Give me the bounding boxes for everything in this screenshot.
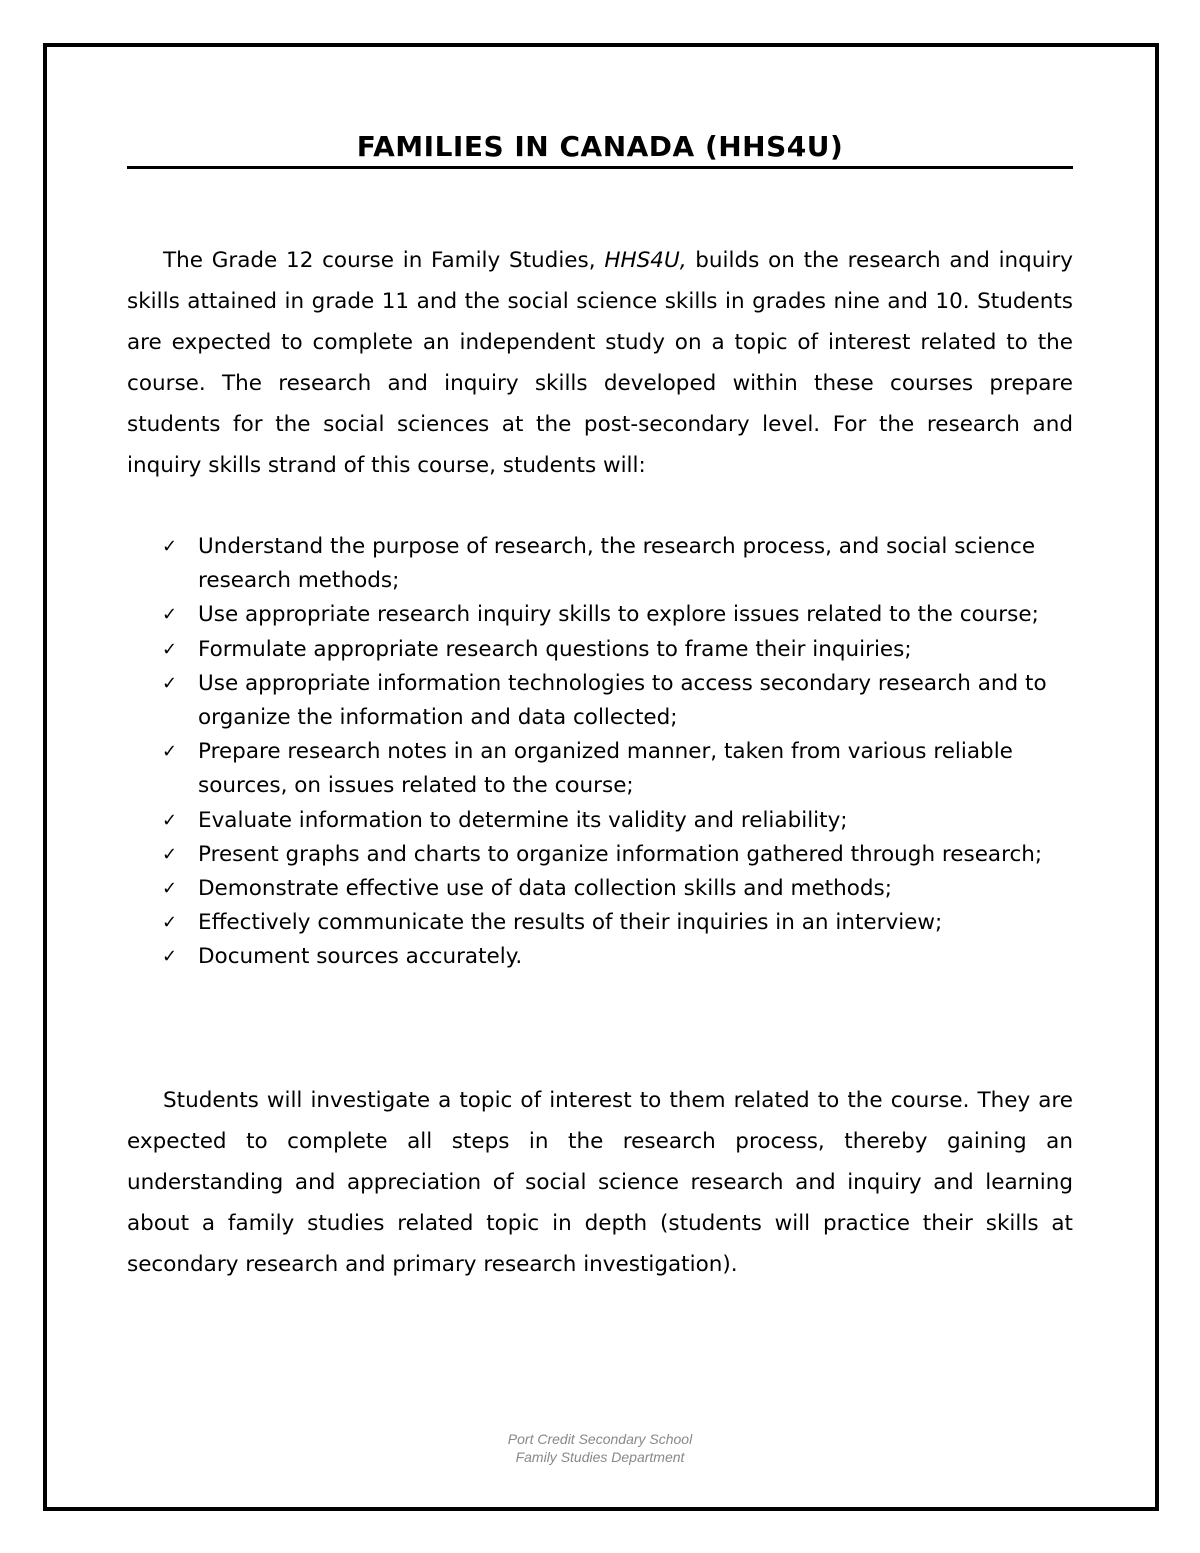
page-title: FAMILIES IN CANADA (HHS4U) bbox=[356, 130, 844, 163]
list-item bbox=[162, 530, 1062, 598]
course-code: HHS4U, bbox=[604, 248, 687, 273]
objective-text: Effectively communicate the results of their inquiries in an interview; bbox=[198, 910, 943, 936]
checkmark-icon: ✓ bbox=[162, 536, 178, 557]
checkmark-icon: ✓ bbox=[162, 672, 178, 694]
checkmark-icon: ✓ bbox=[162, 638, 178, 660]
list-item bbox=[162, 940, 1062, 974]
objective-text: Prepare research notes in an organized manner, taken from various reliable sources, on issues related to the course; bbox=[198, 739, 1013, 799]
checkmark-icon: ✓ bbox=[162, 878, 178, 900]
closing-paragraph: Students will investigate a topic of interest to them related to the course. They are expected to complete all steps in the research process, thereby gaining an understanding and appreciation of social science research and inquiry and learning about a family studies related topic in depth (students will practice their skills at secondary research and primary research investigation). bbox=[127, 1088, 1073, 1277]
footer-department: Family Studies Department bbox=[515, 1449, 685, 1465]
checkmark-icon: ✓ bbox=[162, 912, 178, 934]
objective-text: Understand the purpose of research, the research process, and social science research methods; bbox=[198, 534, 1036, 594]
objective-text: Present graphs and charts to organize information gathered through research; bbox=[198, 841, 1043, 867]
list-item bbox=[162, 872, 1062, 906]
checkmark-icon: ✓ bbox=[162, 604, 178, 626]
objective-text: Use appropriate information technologies to access secondary research and to organize the information and data collected; bbox=[198, 670, 1047, 731]
title-underline bbox=[127, 166, 1073, 169]
objective-text: Demonstrate effective use of data collection skills and methods; bbox=[198, 876, 892, 902]
list-item bbox=[162, 838, 1062, 872]
list-item bbox=[162, 667, 1062, 735]
intro-lead: The Grade 12 course in Family Studies, bbox=[163, 248, 605, 273]
list-item bbox=[162, 598, 1062, 632]
intro-paragraph bbox=[127, 240, 1073, 486]
objective-text: Document sources accurately. bbox=[198, 944, 523, 970]
objective-text: Formulate appropriate research questions to frame their inquiries; bbox=[198, 636, 912, 662]
intro-rest: builds on the research and inquiry skills attained in grade 11 and the social science skills in grades nine and 10. Students are expected to complete an independent study on a topic of interest related to the course. The research and inquiry skills developed within these courses prepare students for the social sciences at the post-secondary level. For the research and inquiry skills strand of this course, students will: bbox=[127, 248, 1073, 478]
checkmark-icon: ✓ bbox=[162, 946, 178, 968]
objectives-list bbox=[162, 530, 1062, 975]
objective-text: Evaluate information to determine its validity and reliability; bbox=[198, 807, 848, 833]
checkmark-icon: ✓ bbox=[162, 741, 178, 763]
list-item bbox=[162, 906, 1062, 940]
footer bbox=[0, 1430, 1200, 1466]
list-item bbox=[162, 735, 1062, 803]
footer-school: Port Credit Secondary School bbox=[507, 1431, 693, 1447]
checkmark-icon: ✓ bbox=[162, 843, 178, 865]
list-item bbox=[162, 633, 1062, 667]
objective-text: Use appropriate research inquiry skills to explore issues related to the course; bbox=[198, 602, 1039, 628]
list-item bbox=[162, 804, 1062, 838]
checkmark-icon: ✓ bbox=[162, 809, 178, 831]
